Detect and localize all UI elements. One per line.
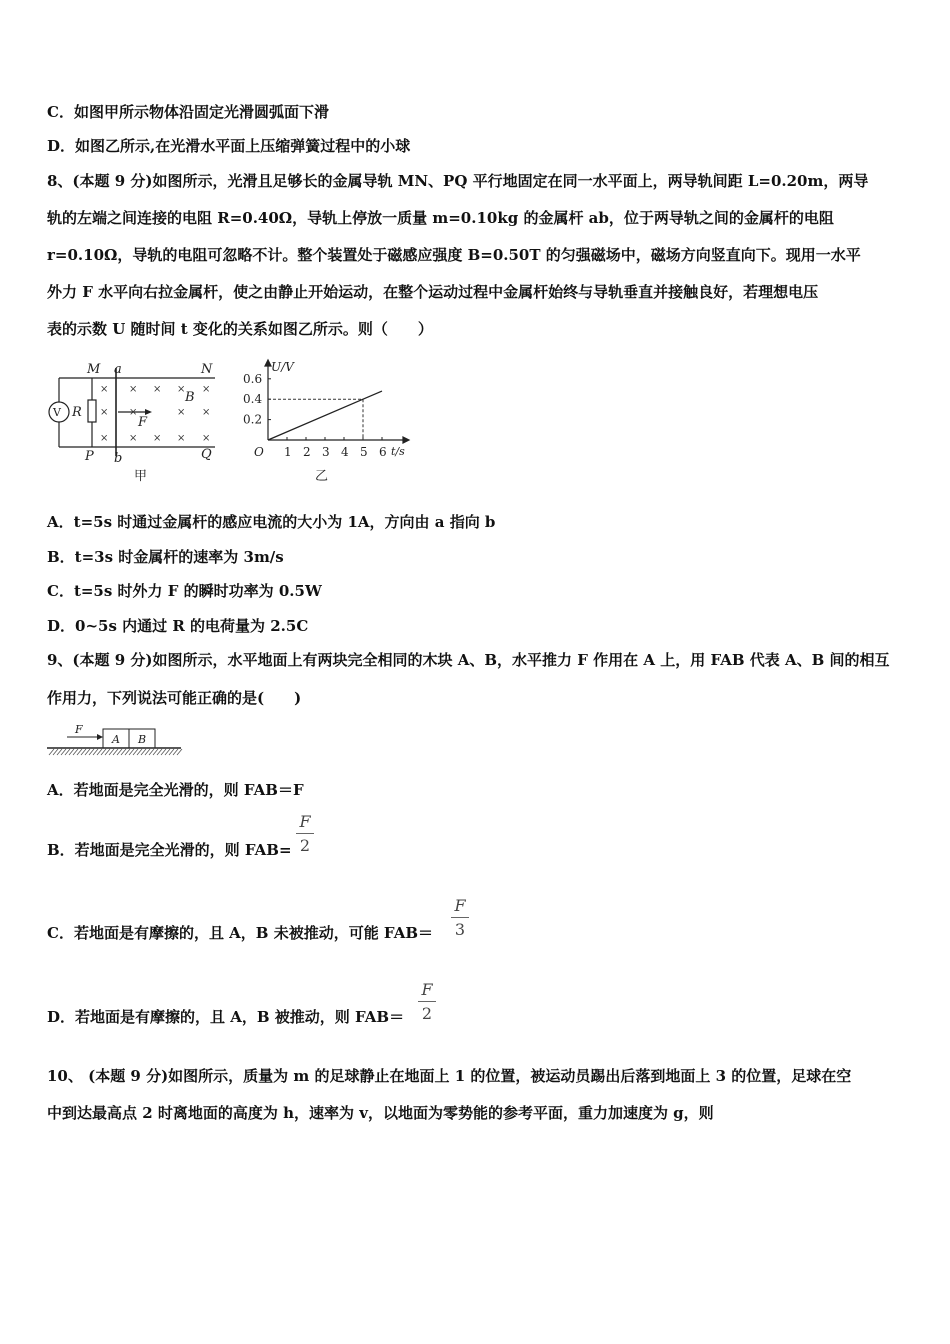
q8-option-c: C．t=5s 时外力 F 的瞬时功率为 0.5W: [47, 582, 322, 600]
label-v: V: [53, 406, 61, 419]
label-f: F: [138, 415, 148, 430]
q9-option-b-fraction: [296, 812, 314, 855]
q9-option-a: A．若地面是完全光滑的，则 FAB＝F: [47, 781, 304, 799]
q8-option-b: B．t=3s 时金属杆的速率为 3m/s: [47, 548, 284, 566]
field-cross: ×: [202, 407, 211, 418]
label-p: P: [85, 449, 94, 464]
q9-option-d-fraction: [418, 980, 436, 1023]
label-m: M: [87, 362, 101, 377]
label-field-b: B: [185, 390, 195, 405]
field-cross: ×: [177, 407, 186, 418]
q7-option-d: D．如图乙所示,在光滑水平面上压缩弹簧过程中的小球: [47, 137, 411, 155]
q9-figure-blocks: [45, 722, 185, 758]
field-cross: ×: [153, 384, 162, 395]
label-a: a: [114, 362, 122, 377]
field-cross: ×: [153, 433, 162, 444]
q8-stem-line-4: 外力 F 水平向右拉金属杆，使之由静止开始运动，在整个运动过程中金属杆始终与导轨垂直并接触良好，若理想电压: [47, 283, 819, 301]
fraction-numerator: F: [299, 812, 311, 831]
fraction-denominator: 2: [421, 1004, 433, 1023]
field-cross: ×: [100, 384, 109, 395]
field-cross: ×: [129, 407, 138, 418]
label-q: Q: [201, 447, 212, 462]
q8-option-a: A．t=5s 时通过金属杆的感应电流的大小为 1A，方向由 a 指向 b: [47, 513, 496, 531]
q9-stem-line-2: 作用力，下列说法可能正确的是( ): [47, 689, 302, 707]
q8-stem-line-3: r=0.10Ω，导轨的电阻可忽略不计。整个装置处于磁感应强度 B=0.50T 的匀强磁场中，磁场方向竖直向下。现用一水平: [47, 246, 861, 264]
q9-option-b: B．若地面是完全光滑的，则 FAB=: [47, 841, 292, 859]
x-axis-arrow: [403, 437, 409, 443]
field-cross: ×: [129, 384, 138, 395]
x-tick-label: 4: [341, 445, 349, 459]
q9-option-c: C．若地面是有摩擦的，且 A，B 未被推动，可能 FAB＝: [47, 924, 434, 942]
field-cross: ×: [202, 433, 211, 444]
field-cross: ×: [177, 384, 186, 395]
q8-stem-line-5: 表的示数 U 随时间 t 变化的关系如图乙所示。则（ ）: [47, 320, 433, 338]
figure-caption-yi: 乙: [315, 469, 329, 484]
q9-option-c-fraction: [451, 896, 469, 939]
x-axis-label: t/s: [391, 445, 405, 458]
y-axis-label: U/V: [271, 360, 294, 374]
resistor-icon: [88, 400, 96, 422]
label-b: b: [114, 451, 123, 466]
block-label-b: B: [138, 733, 147, 746]
q9-stem-line-1: 9、(本题 9 分)如图所示，水平地面上有两块完全相同的木块 A、B，水平推力 F 作用在 A 上，用 FAB 代表 A、B 间的相互: [47, 651, 890, 669]
q10-stem-line-1: 10、 (本题 9 分)如图所示，质量为 m 的足球静止在地面上 1 的位置，被运动员踢出后落到地面上 3 的位置，足球在空: [47, 1067, 852, 1085]
field-cross: ×: [129, 433, 138, 444]
field-cross: ×: [177, 433, 186, 444]
y-tick-label: 0.4: [243, 392, 263, 407]
field-cross: ×: [202, 384, 211, 395]
x-tick-label: 5: [360, 445, 368, 459]
label-r: R: [72, 405, 82, 420]
y-tick-label: 0.6: [243, 371, 263, 386]
series-line-u: [268, 391, 382, 440]
q8-figure-graph: [238, 356, 413, 486]
y-tick-label: 0.2: [243, 412, 263, 427]
force-label-f: F: [75, 723, 83, 736]
figure-caption-jia: 甲: [134, 469, 148, 484]
q10-stem-line-2: 中到达最高点 2 时离地面的高度为 h，速率为 v，以地面为零势能的参考平面，重力加速度为 g，则: [47, 1104, 714, 1122]
q8-stem-line-1: 8、(本题 9 分)如图所示，光滑且足够长的金属导轨 MN、PQ 平行地固定在同一水平面上，两导轨间距 L=0.20m，两导: [47, 172, 869, 190]
field-cross: ×: [100, 407, 109, 418]
origin-label: O: [254, 445, 264, 459]
q8-option-d: D．0~5s 内通过 R 的电荷量为 2.5C: [47, 617, 309, 635]
q8-figure-circuit: [45, 358, 230, 488]
x-tick-label: 6: [379, 445, 387, 459]
fraction-numerator: F: [454, 896, 466, 915]
fraction-numerator: F: [421, 980, 433, 999]
x-tick-label: 3: [322, 445, 330, 459]
label-n: N: [201, 362, 213, 377]
q7-option-c: C．如图甲所示物体沿固定光滑圆弧面下滑: [47, 103, 329, 121]
block-label-a: A: [112, 733, 120, 746]
q8-stem-line-2: 轨的左端之间连接的电阻 R=0.40Ω，导轨上停放一质量 m=0.10kg 的金属杆 ab，位于两导轨之间的金属杆的电阻: [47, 209, 834, 227]
q9-option-d: D．若地面是有摩擦的，且 A，B 被推动，则 FAB＝: [47, 1008, 405, 1026]
x-tick-label: 1: [284, 445, 292, 459]
ground-hatching: [49, 749, 182, 755]
fraction-denominator: 2: [299, 836, 311, 855]
x-tick-label: 2: [303, 445, 311, 459]
field-cross: ×: [100, 433, 109, 444]
fraction-denominator: 3: [454, 920, 466, 939]
